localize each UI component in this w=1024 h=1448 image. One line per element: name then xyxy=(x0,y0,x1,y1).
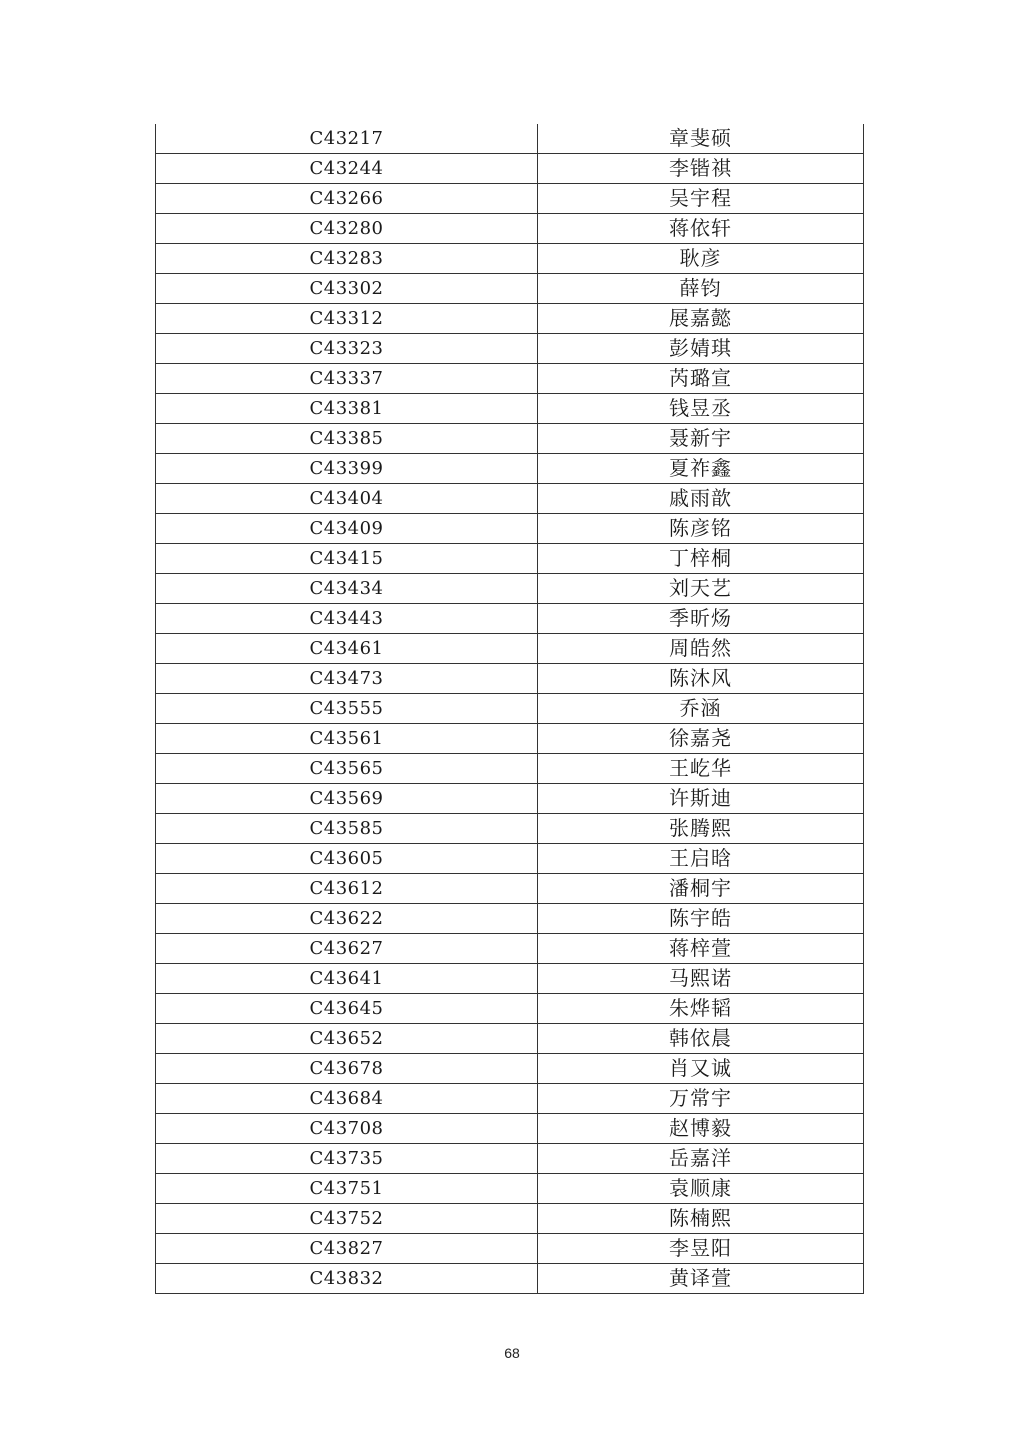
student-name-cell: 陈彦铭 xyxy=(538,514,864,544)
student-id-cell: C43752 xyxy=(156,1204,538,1234)
student-id-cell: C43751 xyxy=(156,1174,538,1204)
student-id-cell: C43622 xyxy=(156,904,538,934)
student-name-cell: 蒋梓萱 xyxy=(538,934,864,964)
student-name-cell: 陈楠熙 xyxy=(538,1204,864,1234)
student-name-cell: 章斐硕 xyxy=(538,124,864,154)
table-row xyxy=(156,1234,864,1264)
roster-table xyxy=(155,124,864,1294)
student-id-cell: C43684 xyxy=(156,1084,538,1114)
student-name-cell: 耿彦 xyxy=(538,244,864,274)
table-row xyxy=(156,544,864,574)
student-id-cell: C43641 xyxy=(156,964,538,994)
student-id-cell: C43337 xyxy=(156,364,538,394)
student-name-cell: 钱昱丞 xyxy=(538,394,864,424)
table-row xyxy=(156,784,864,814)
table-row xyxy=(156,574,864,604)
table-row xyxy=(156,334,864,364)
table-row xyxy=(156,694,864,724)
table-row xyxy=(156,964,864,994)
table-row xyxy=(156,724,864,754)
student-name-cell: 潘桐宇 xyxy=(538,874,864,904)
student-name-cell: 王启晗 xyxy=(538,844,864,874)
table-row xyxy=(156,604,864,634)
student-name-cell: 季昕炀 xyxy=(538,604,864,634)
student-id-cell: C43217 xyxy=(156,124,538,154)
student-name-cell: 周皓然 xyxy=(538,634,864,664)
student-name-cell: 万常宇 xyxy=(538,1084,864,1114)
table-row xyxy=(156,1084,864,1114)
student-name-cell: 丁梓桐 xyxy=(538,544,864,574)
student-name-cell: 陈宇皓 xyxy=(538,904,864,934)
table-row xyxy=(156,874,864,904)
table-row xyxy=(156,1264,864,1294)
table-row xyxy=(156,514,864,544)
table-row xyxy=(156,664,864,694)
student-id-cell: C43605 xyxy=(156,844,538,874)
student-name-cell: 乔涵 xyxy=(538,694,864,724)
student-name-cell: 戚雨歆 xyxy=(538,484,864,514)
table-row xyxy=(156,754,864,784)
student-id-cell: C43302 xyxy=(156,274,538,304)
table-row xyxy=(156,274,864,304)
student-id-cell: C43569 xyxy=(156,784,538,814)
student-id-cell: C43266 xyxy=(156,184,538,214)
student-id-cell: C43409 xyxy=(156,514,538,544)
table-row xyxy=(156,1114,864,1144)
student-name-cell: 薛钧 xyxy=(538,274,864,304)
table-row xyxy=(156,1174,864,1204)
student-name-cell: 李锴祺 xyxy=(538,154,864,184)
table-row xyxy=(156,1054,864,1084)
student-name-cell: 夏祚鑫 xyxy=(538,454,864,484)
student-id-cell: C43645 xyxy=(156,994,538,1024)
table-row xyxy=(156,364,864,394)
student-id-cell: C43561 xyxy=(156,724,538,754)
student-id-cell: C43404 xyxy=(156,484,538,514)
student-name-cell: 赵博毅 xyxy=(538,1114,864,1144)
student-name-cell: 展嘉懿 xyxy=(538,304,864,334)
table-row xyxy=(156,1144,864,1174)
page-number: 68 xyxy=(504,1345,520,1361)
table-row xyxy=(156,994,864,1024)
student-id-cell: C43312 xyxy=(156,304,538,334)
table-row xyxy=(156,484,864,514)
student-id-cell: C43385 xyxy=(156,424,538,454)
table-row xyxy=(156,424,864,454)
table-row xyxy=(156,1024,864,1054)
student-id-cell: C43461 xyxy=(156,634,538,664)
student-id-cell: C43585 xyxy=(156,814,538,844)
student-name-cell: 芮璐宣 xyxy=(538,364,864,394)
student-name-cell: 马熙诺 xyxy=(538,964,864,994)
table-row xyxy=(156,454,864,484)
student-name-cell: 聂新宇 xyxy=(538,424,864,454)
table-row xyxy=(156,304,864,334)
student-name-cell: 彭婧琪 xyxy=(538,334,864,364)
table-row xyxy=(156,184,864,214)
table-row xyxy=(156,814,864,844)
student-id-cell: C43280 xyxy=(156,214,538,244)
student-id-cell: C43443 xyxy=(156,604,538,634)
student-id-cell: C43555 xyxy=(156,694,538,724)
student-name-cell: 肖又诚 xyxy=(538,1054,864,1084)
student-id-cell: C43735 xyxy=(156,1144,538,1174)
table-row xyxy=(156,634,864,664)
student-name-cell: 张腾熙 xyxy=(538,814,864,844)
student-id-cell: C43415 xyxy=(156,544,538,574)
student-id-cell: C43678 xyxy=(156,1054,538,1084)
table-row xyxy=(156,844,864,874)
student-name-cell: 刘天艺 xyxy=(538,574,864,604)
table-row xyxy=(156,244,864,274)
table-row xyxy=(156,394,864,424)
student-name-cell: 袁顺康 xyxy=(538,1174,864,1204)
student-id-cell: C43612 xyxy=(156,874,538,904)
student-id-cell: C43434 xyxy=(156,574,538,604)
student-name-cell: 蒋依轩 xyxy=(538,214,864,244)
student-name-cell: 吴宇程 xyxy=(538,184,864,214)
student-name-cell: 朱烨韬 xyxy=(538,994,864,1024)
table-row xyxy=(156,124,864,154)
student-id-cell: C43832 xyxy=(156,1264,538,1294)
student-name-cell: 徐嘉尧 xyxy=(538,724,864,754)
table-row xyxy=(156,904,864,934)
student-id-cell: C43473 xyxy=(156,664,538,694)
student-id-cell: C43708 xyxy=(156,1114,538,1144)
student-id-cell: C43244 xyxy=(156,154,538,184)
table-row xyxy=(156,154,864,184)
table-row xyxy=(156,934,864,964)
student-name-cell: 黄译萱 xyxy=(538,1264,864,1294)
table-row xyxy=(156,1204,864,1234)
student-id-cell: C43381 xyxy=(156,394,538,424)
student-name-cell: 岳嘉洋 xyxy=(538,1144,864,1174)
student-id-cell: C43323 xyxy=(156,334,538,364)
student-name-cell: 李昱阳 xyxy=(538,1234,864,1264)
student-id-cell: C43565 xyxy=(156,754,538,784)
student-id-cell: C43283 xyxy=(156,244,538,274)
student-id-cell: C43627 xyxy=(156,934,538,964)
student-name-cell: 陈沐风 xyxy=(538,664,864,694)
student-name-cell: 许斯迪 xyxy=(538,784,864,814)
student-id-cell: C43399 xyxy=(156,454,538,484)
student-id-cell: C43827 xyxy=(156,1234,538,1264)
student-id-cell: C43652 xyxy=(156,1024,538,1054)
student-name-cell: 韩依晨 xyxy=(538,1024,864,1054)
table-row xyxy=(156,214,864,244)
roster-table-body xyxy=(156,124,864,1294)
student-name-cell: 王屹华 xyxy=(538,754,864,784)
